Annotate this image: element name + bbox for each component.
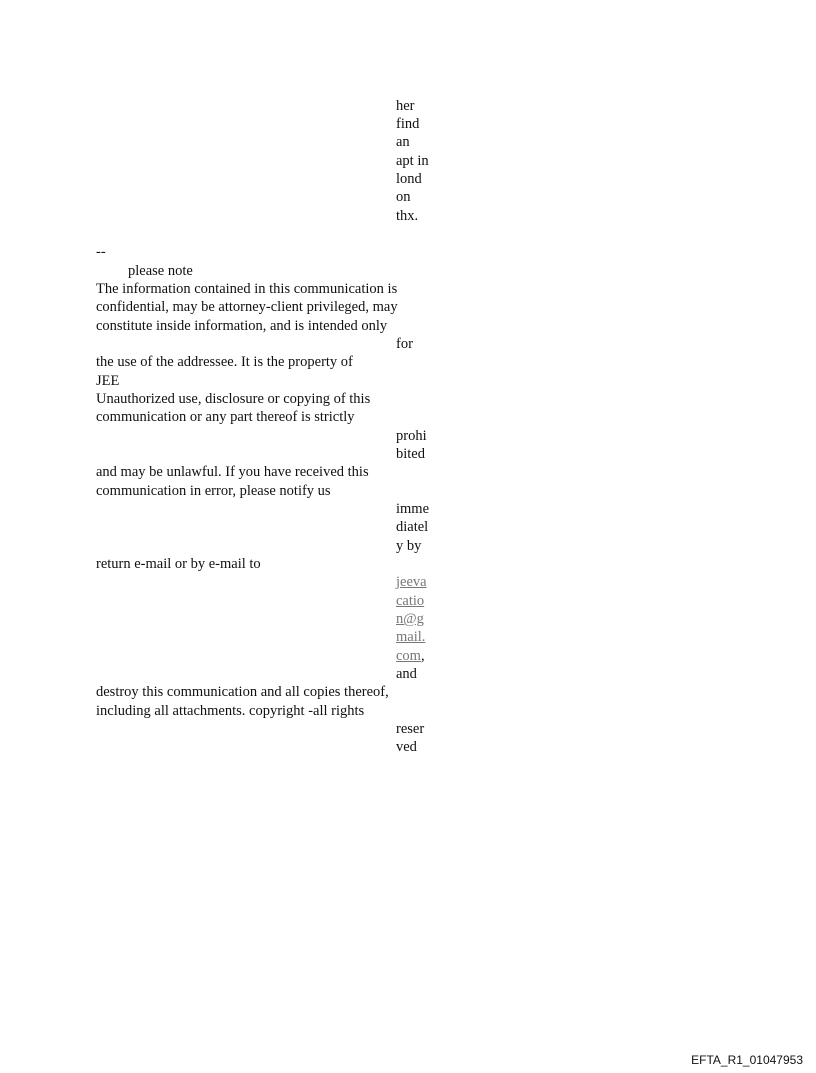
- disclaimer-line: diatel: [396, 519, 429, 535]
- disclaimer-line: ved: [396, 739, 417, 755]
- disclaimer-line: JEE: [96, 373, 120, 389]
- email-link-part[interactable]: [396, 573, 427, 591]
- email-link-part[interactable]: [396, 647, 425, 665]
- disclaimer-line: the use of the addressee. It is the property of: [96, 354, 353, 370]
- email-link-part[interactable]: [396, 628, 425, 646]
- signature-separator: --: [96, 244, 106, 260]
- email-suffix: ,: [420, 648, 425, 664]
- disclaimer-line: bited: [396, 446, 425, 462]
- email-link-part[interactable]: [396, 610, 424, 628]
- message-fragment: her: [396, 98, 415, 114]
- email-link[interactable]: com: [396, 648, 421, 664]
- disclaimer-line: prohi: [396, 428, 427, 444]
- disclaimer-line: destroy this communication and all copies thereof,: [96, 684, 389, 700]
- message-fragment: on: [396, 189, 411, 205]
- message-fragment: find: [396, 116, 420, 132]
- email-link[interactable]: jeeva: [396, 574, 427, 590]
- email-link-part[interactable]: [396, 592, 424, 610]
- disclaimer-line: and may be unlawful. If you have received this: [96, 464, 369, 480]
- message-fragment: thx.: [396, 208, 419, 224]
- message-fragment: an: [396, 134, 410, 150]
- document-id: EFTA_R1_01047953: [691, 1053, 803, 1067]
- message-fragment: apt in: [396, 153, 429, 169]
- disclaimer-line: y by: [396, 538, 422, 554]
- disclaimer-line: for: [396, 336, 413, 352]
- email-link[interactable]: mail.: [396, 629, 426, 645]
- disclaimer-line: including all attachments. copyright -all rights: [96, 703, 365, 719]
- email-link[interactable]: n@g: [396, 611, 424, 627]
- disclaimer-line: and: [396, 666, 417, 682]
- disclaimer-line: Unauthorized use, disclosure or copying of this: [96, 391, 371, 407]
- disclaimer-line: imme: [396, 501, 430, 517]
- note-heading: please note: [128, 263, 193, 279]
- disclaimer-line: confidential, may be attorney-client privileged, may: [96, 299, 398, 315]
- message-fragment: lond: [396, 171, 422, 187]
- disclaimer-line: return e-mail or by e-mail to: [96, 556, 261, 572]
- disclaimer-line: reser: [396, 721, 425, 737]
- disclaimer-line: constitute inside information, and is intended only: [96, 318, 388, 334]
- email-link[interactable]: catio: [396, 593, 425, 609]
- disclaimer-line: communication or any part thereof is strictly: [96, 409, 355, 425]
- disclaimer-line: The information contained in this communication is: [96, 281, 398, 297]
- disclaimer-line: communication in error, please notify us: [96, 483, 331, 499]
